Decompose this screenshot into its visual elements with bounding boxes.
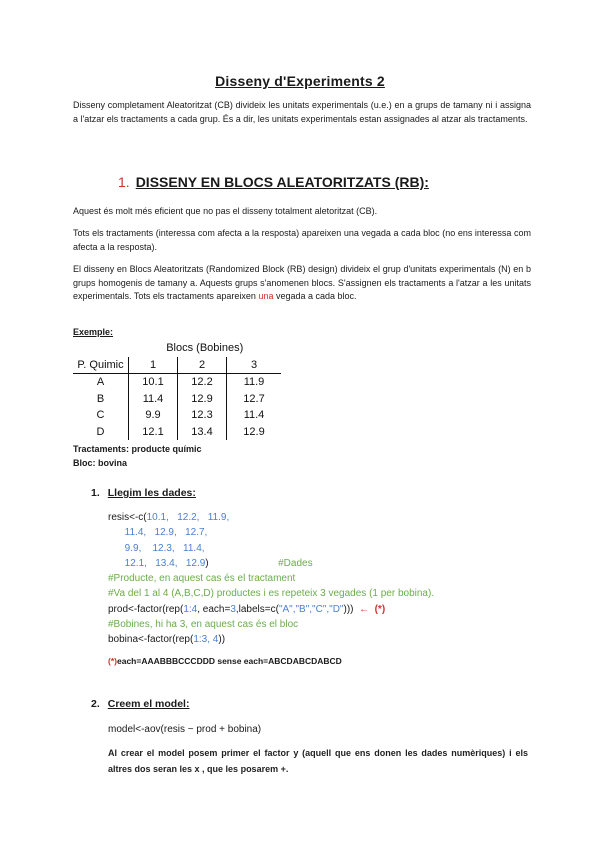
table-cell: 12.9 <box>178 391 227 408</box>
treatments-label: Tractaments: producte químic <box>73 444 202 454</box>
table-col-header: 2 <box>178 357 227 374</box>
code-numbers: 3 <box>230 603 236 615</box>
code-numbers: 11.4, 12.9, 12.7, <box>124 527 208 539</box>
step2-number: 2. <box>91 698 100 710</box>
code-comment: #Producte, en aquest cas és el tractament <box>108 573 296 585</box>
data-table <box>73 340 281 440</box>
note-text: each=AAABBBCCCDDD sense each=ABCDABCDABCD <box>116 656 342 666</box>
table-col-header: 1 <box>129 357 178 374</box>
table-cell: 13.4 <box>178 424 227 441</box>
table-cell: 12.7 <box>243 392 265 405</box>
table-col-header: 3 <box>227 357 282 374</box>
table-row <box>73 391 281 408</box>
row-label: A <box>73 374 129 391</box>
intro-paragraph: Disseny completament Aleatoritzat (CB) divideix les unitats experimentals (u.e.) en a grups de tamany ni i assigna a l'atzar els tractaments a cada grup. És a dir, les unitats experimentals estan assignades al atzar als tractaments. <box>73 100 531 124</box>
table-cell: 12.2 <box>178 374 227 391</box>
code-string: "A","B","C","D" <box>278 603 344 615</box>
code-comment: #Bobines, hi ha 3, en aquest cas és el bloc <box>108 619 299 631</box>
step2-heading <box>91 698 189 710</box>
code-token: )) <box>218 634 226 646</box>
model-code-line: model<-aov(resis ~ prod + bobina) <box>108 724 262 735</box>
table-cell: 10.1 <box>129 374 178 391</box>
code-numbers: 12.1, 13.4, 12.9 <box>124 557 206 569</box>
code-token: ) <box>205 557 209 569</box>
step1-title: Llegim les dades: <box>107 487 196 499</box>
code-token: resis<-c( <box>108 512 147 523</box>
table-cell: 11.9 <box>243 376 265 389</box>
table-row-header: P. Quimic <box>73 357 129 374</box>
table-cell: 12.3 <box>178 407 227 424</box>
table-cell: 9.9 <box>129 407 178 424</box>
page-title: Disseny d'Experiments 2 <box>215 73 385 89</box>
table-group-header: Blocs (Bobines) <box>166 342 244 355</box>
table-row <box>73 407 281 424</box>
table-row <box>73 424 281 441</box>
table-cell: 12.1 <box>129 424 178 441</box>
code-numbers: 1:4 <box>183 603 198 615</box>
code-comment: #Va del 1 al 4 (A,B,C,D) productes i es repeteix 3 vegades (1 per bobina). <box>108 588 435 600</box>
code-token: bobina<-factor(rep( <box>108 634 194 646</box>
note-marker: (*) <box>108 656 117 666</box>
paragraph-efficiency: Aquest és molt més eficient que no pas el disseny totalment aletoritzat (CB). <box>73 206 378 216</box>
table-cell: 11.4 <box>129 391 178 408</box>
paragraph-rb-design <box>73 263 531 304</box>
paragraph-treatments: Tots els tractaments (interessa com afecta a la resposta) apareixen una vegada a cada bloc (no ens interessa com afecta a la resposta). <box>73 228 531 252</box>
code-block <box>108 510 434 648</box>
section-heading <box>118 174 429 190</box>
code-token: prod<-factor(rep( <box>108 603 184 615</box>
row-label: C <box>73 407 129 424</box>
table-row <box>73 374 281 391</box>
table-cell: 11.4 <box>243 409 265 422</box>
code-numbers: 10.1, 12.2, 11.9, <box>146 512 230 523</box>
arrow-icon: ← (*) <box>353 603 386 615</box>
code-numbers: 1:3, 4 <box>193 634 219 646</box>
step1-number: 1. <box>91 487 100 499</box>
table-cell: 12.9 <box>243 425 265 438</box>
rb-text-start: El disseny en Blocs Aleatoritzats (Randomized Block (RB) design) divideix el grup d'unitats experimentals (N) en b grups homogenis de tamany a. Aquests grups s'anomenen blocs. S'assignen els tractaments a l'atzar a les unitats experimentals. Tots els tractaments apareixen <box>73 264 531 301</box>
each-note <box>108 656 342 666</box>
code-token: ,labels=c( <box>235 603 279 615</box>
section-title: DISSENY EN BLOCS ALEATORITZATS (RB): <box>135 174 429 190</box>
code-token: , each= <box>197 603 231 615</box>
code-numbers: 9.9, 12.3, 11.4, <box>124 542 205 554</box>
row-label: B <box>73 391 129 408</box>
rb-text-end: vegada a cada bloc. <box>273 291 357 301</box>
model-explanation: Al crear el model posem primer el factor y (aquell que ens donen les dades numèriques) i els altres dos seran les x , que les posarem +. <box>108 748 528 774</box>
step1-heading <box>91 487 196 499</box>
example-label: Exemple: <box>73 327 114 337</box>
rb-highlight-word: una <box>258 291 274 301</box>
section-number: 1. <box>118 174 130 190</box>
step2-title: Creem el model: <box>107 698 190 710</box>
block-label: Bloc: bovina <box>73 458 128 468</box>
code-comment: #Dades <box>278 557 313 569</box>
row-label: D <box>73 424 129 441</box>
code-token: ))) <box>343 603 354 615</box>
